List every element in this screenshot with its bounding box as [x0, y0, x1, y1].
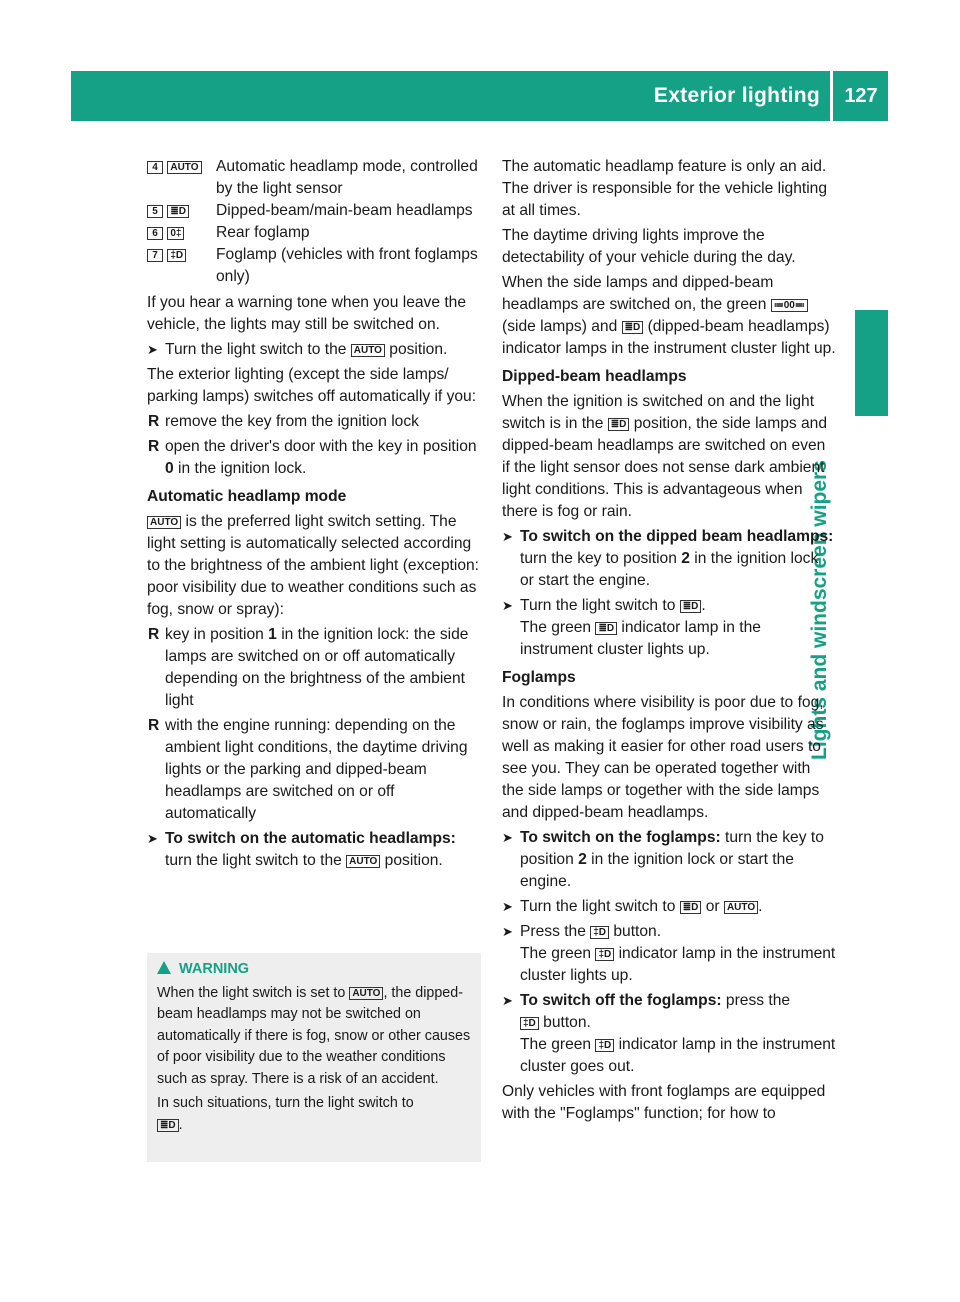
legend-item [147, 156, 481, 200]
dipped-beam-icon: ≣D [680, 600, 702, 613]
header-separator [830, 71, 833, 121]
auto-icon: AUTO [349, 987, 383, 1000]
front-foglamp-icon: ‡D [590, 926, 609, 939]
auto-icon: AUTO [346, 855, 380, 868]
dipped-beam-icon: ≣D [680, 901, 702, 914]
dipped-beam-icon: ≣D [167, 205, 189, 218]
arrow-icon: ➤ [502, 899, 513, 914]
callout-number: 5 [147, 205, 163, 218]
chapter-label: Lights and windscreen wipers [808, 460, 831, 760]
warning-text: When the light switch is set to AUTO , the dipped-beam headlamps may not be switched on automatically if there is fog, snow or other causes of poor visibility due to the weather conditions such as spray. There is a risk of an accident. [157, 984, 471, 1087]
paragraph: The automatic headlamp feature is only an aid. The driver is responsible for the vehicle lighting at all times. [502, 158, 828, 219]
instruction-step: ➤ Turn the light switch to ≣D . The green ≣D indicator lamp in the instrument cluster lights up. [502, 597, 761, 658]
section-heading: Dipped-beam headlamps [502, 368, 687, 385]
legend-item [147, 222, 481, 244]
arrow-icon: ➤ [502, 924, 513, 939]
front-foglamp-icon: ‡D [520, 1017, 539, 1030]
instruction-step: ➤ To switch on the automatic headlamps: turn the light switch to the AUTO position. [147, 830, 456, 869]
dipped-beam-icon: ≣D [157, 1119, 179, 1132]
arrow-icon: ➤ [147, 831, 158, 846]
instruction-step: ➤ Turn the light switch to ≣D or AUTO . [502, 896, 836, 918]
warning-triangle-icon [157, 961, 171, 974]
page-number: 127 [844, 85, 878, 107]
legend-desc: Dipped-beam/main-beam headlamps [216, 202, 473, 219]
bullet-icon: R [148, 717, 160, 734]
page-header [71, 71, 888, 121]
paragraph: If you hear a warning tone when you leave the vehicle, the lights may still be switched on. [147, 294, 467, 333]
instruction-step: ➤ To switch off the foglamps: press the ‡D button. The green ‡D indicator lamp in the instrument cluster goes out. [502, 992, 836, 1075]
arrow-icon: ➤ [502, 529, 513, 544]
paragraph: The exterior lighting (except the side lamps/ parking lamps) switches off automatically if you: [147, 366, 477, 405]
paragraph: When the ignition is switched on and the light switch is in the ≣D position, the side lamps and dipped-beam headlamps are switched on even if the light sensor does not sense dark ambient light conditions. This is advantageous when there is fog or rain. [502, 393, 828, 520]
dipped-beam-icon: ≣D [595, 622, 617, 635]
callout-number: 7 [147, 249, 163, 262]
bullet-icon: R [148, 413, 160, 430]
dipped-beam-icon: ≣D [622, 321, 644, 334]
bullet-icon: R [148, 626, 160, 643]
auto-icon: AUTO [147, 516, 181, 529]
front-foglamp-icon: ‡D [595, 1039, 614, 1052]
paragraph: In conditions where visibility is poor due to fog, snow or rain, the foglamps improve visibility as well as making it easier for other road users to see you. They can be operated together with the side lamps or together with the side lamps and dipped-beam headlamps. [502, 694, 824, 821]
auto-icon: AUTO [167, 161, 201, 174]
legend-item [147, 244, 481, 288]
warning-box [147, 953, 481, 1162]
bullet-icon: R [148, 438, 160, 455]
instruction-step: ➤ To switch on the dipped beam headlamps: turn the key to position 2 in the ignition lock or start the engine. [502, 528, 834, 589]
instruction-step: ➤ Turn the light switch to the AUTO position. [147, 339, 481, 361]
legend-desc: Rear foglamp [216, 224, 310, 241]
right-column [502, 156, 836, 1128]
arrow-icon: ➤ [502, 830, 513, 845]
auto-icon: AUTO [351, 344, 385, 357]
warning-title: WARNING [157, 959, 471, 981]
paragraph: Only vehicles with front foglamps are equipped with the "Foglamps" function; for how to [502, 1083, 826, 1122]
callout-number: 6 [147, 227, 163, 240]
dipped-beam-icon: ≣D [608, 418, 630, 431]
instruction-step: ➤ Press the ‡D button. The green ‡D indicator lamp in the instrument cluster lights up. [502, 923, 836, 984]
legend-item [147, 200, 481, 222]
paragraph: AUTO is the preferred light switch setting. The light setting is automatically selected according to the brightness of the ambient light (exception: poor visibility due to weather conditions such as fog, snow or spray): [147, 513, 479, 618]
front-foglamp-icon: ‡D [595, 948, 614, 961]
list-item: R key in position 1 in the ignition lock: the side lamps are switched on or off automatically depending on the brightness of the ambient light [148, 626, 469, 709]
list-item: R remove the key from the ignition lock [147, 411, 481, 433]
paragraph: The daytime driving lights improve the detectability of your vehicle during the day. [502, 227, 796, 266]
auto-icon: AUTO [724, 901, 758, 914]
section-heading: Automatic headlamp mode [147, 488, 347, 505]
list-item: R open the driver's door with the key in position 0 in the ignition lock. [148, 438, 477, 477]
paragraph: When the side lamps and dipped-beam headlamps are switched on, the green ≔00≕ (side lamps) and ≣D (dipped-beam headlamps) indicator lamps in the instrument cluster light up. [502, 274, 836, 357]
arrow-icon: ➤ [147, 342, 158, 357]
arrow-icon: ➤ [502, 598, 513, 613]
legend-desc: Automatic headlamp mode, controlled by the light sensor [216, 158, 478, 197]
list-item: R with the engine running: depending on the ambient light conditions, the daytime driving lights or the parking and dipped-beam headlamps are switched on or off automatically [148, 717, 468, 822]
side-lamps-icon: ≔00≕ [771, 299, 808, 312]
callout-number: 4 [147, 161, 163, 174]
side-tab-marker [855, 310, 888, 416]
arrow-icon: ➤ [502, 993, 513, 1008]
section-title: Exterior lighting [653, 84, 820, 107]
rear-foglamp-icon: 0‡ [167, 227, 184, 240]
warning-text: In such situations, turn the light switch to ≣D . [157, 1095, 414, 1133]
left-column [147, 156, 481, 875]
front-foglamp-icon: ‡D [167, 249, 186, 262]
legend-desc: Foglamp (vehicles with front foglamps only) [216, 246, 478, 285]
section-heading: Foglamps [502, 669, 576, 686]
instruction-step: ➤ To switch on the foglamps: turn the key to position 2 in the ignition lock or start the engine. [502, 829, 824, 890]
